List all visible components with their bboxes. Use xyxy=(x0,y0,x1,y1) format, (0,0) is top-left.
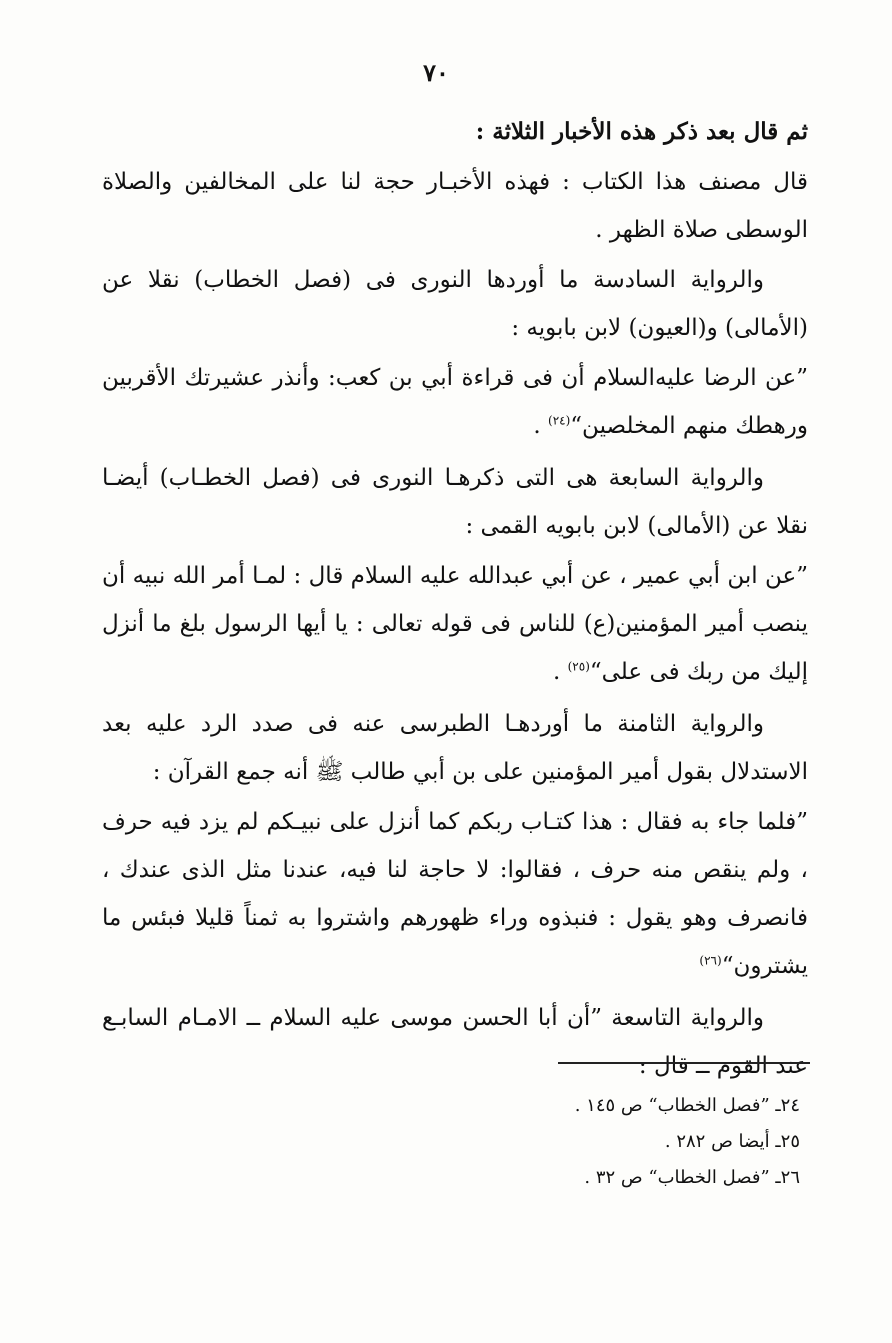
quote-eighth-narration xyxy=(102,798,808,990)
paragraph-sixth-narration xyxy=(102,256,808,352)
footnote-divider xyxy=(558,1062,810,1064)
paragraph-author-statement xyxy=(102,158,808,254)
footnote-ref: (٢٥) xyxy=(567,659,590,674)
paragraph-intro xyxy=(102,108,808,156)
paragraph-ninth-narration xyxy=(102,994,808,1090)
paragraph-text: قال مصنف هذا الكتاب : فهذه الأخبـار حجة لنا على المخالفين والصلاة الوسطى صلاة الظهر . xyxy=(102,169,808,243)
footnote-24: ٢٤ـ ”فصل الخطاب“ ص ١٤٥ . xyxy=(574,1095,800,1116)
body-text xyxy=(102,108,808,1092)
quote-tail: . xyxy=(533,413,549,439)
paragraph-eighth-narration xyxy=(102,700,808,796)
quote-sixth-narration xyxy=(102,354,808,450)
paragraph-text: والرواية السادسة ما أوردها النورى فى (فصل الخطاب) نقلا عن (الأمالى) و(العيون) لابن بابويه : xyxy=(102,267,808,341)
quote-tail: . xyxy=(552,659,568,685)
paragraph-seventh-narration xyxy=(102,454,808,550)
footnote-ref: (٢٦) xyxy=(699,953,722,968)
paragraph-text: والرواية التاسعة ”أن أبا الحسن موسى عليه السلام ــ الامـام السابـع عند القوم ــ قال : xyxy=(102,1005,808,1079)
footnote-ref: (٢٤) xyxy=(548,413,571,428)
paragraph-text: ثم قال بعد ذكر هذه الأخبار الثلاثة : xyxy=(475,118,808,145)
quote-seventh-narration xyxy=(102,552,808,696)
quote-text: ”عن ابن أبي عمير ، عن أبي عبدالله عليه السلام قال : لمـا أمر الله نبيه أن ينصب أمير المؤمنين(ع) للناس فى قوله تعالى : يا أيها الرسول بلغ ما أنزل إليك من ربك فى على“ xyxy=(102,563,808,685)
page-number: ٧٠ xyxy=(423,58,449,87)
footnote-26: ٢٦ـ ”فصل الخطاب“ ص ٣٢ . xyxy=(584,1167,800,1188)
paragraph-text: والرواية السابعة هى التى ذكرهـا النورى فى (فصل الخطـاب) أيضـا نقلا عن (الأمالى) لابن بابويه القمى : xyxy=(102,465,808,539)
quote-text: ”فلما جاء به فقال : هذا كتـاب ربكم كما أنزل على نبيـكم لم يزد فيه حرف ، ولم ينقص منه حرف ، فقالوا: لا حاجة لنا فيه، عندنا مثل الذى عندك ، فانصرف وهو يقول : فنبذوه وراء ظهورهم واشتروا به ثمناً قليلا فبئس ما يشترون“ xyxy=(102,809,808,979)
paragraph-text: والرواية الثامنة ما أوردهـا الطبرسى عنه فى صدد الرد عليه بعد الاستدلال بقول أمير المؤمنين على بن أبي طالب ﷺ أنه جمع القرآن : xyxy=(102,711,808,785)
quote-text: ”عن الرضا عليه‌السلام أن فى قراءة أبي بن كعب: وأنذر عشيرتك الأقربين ورهطك منهم المخلصين“ xyxy=(102,365,808,439)
footnotes xyxy=(360,1088,800,1196)
footnote-25: ٢٥ـ أيضا ص ٢٨٢ . xyxy=(664,1131,800,1152)
